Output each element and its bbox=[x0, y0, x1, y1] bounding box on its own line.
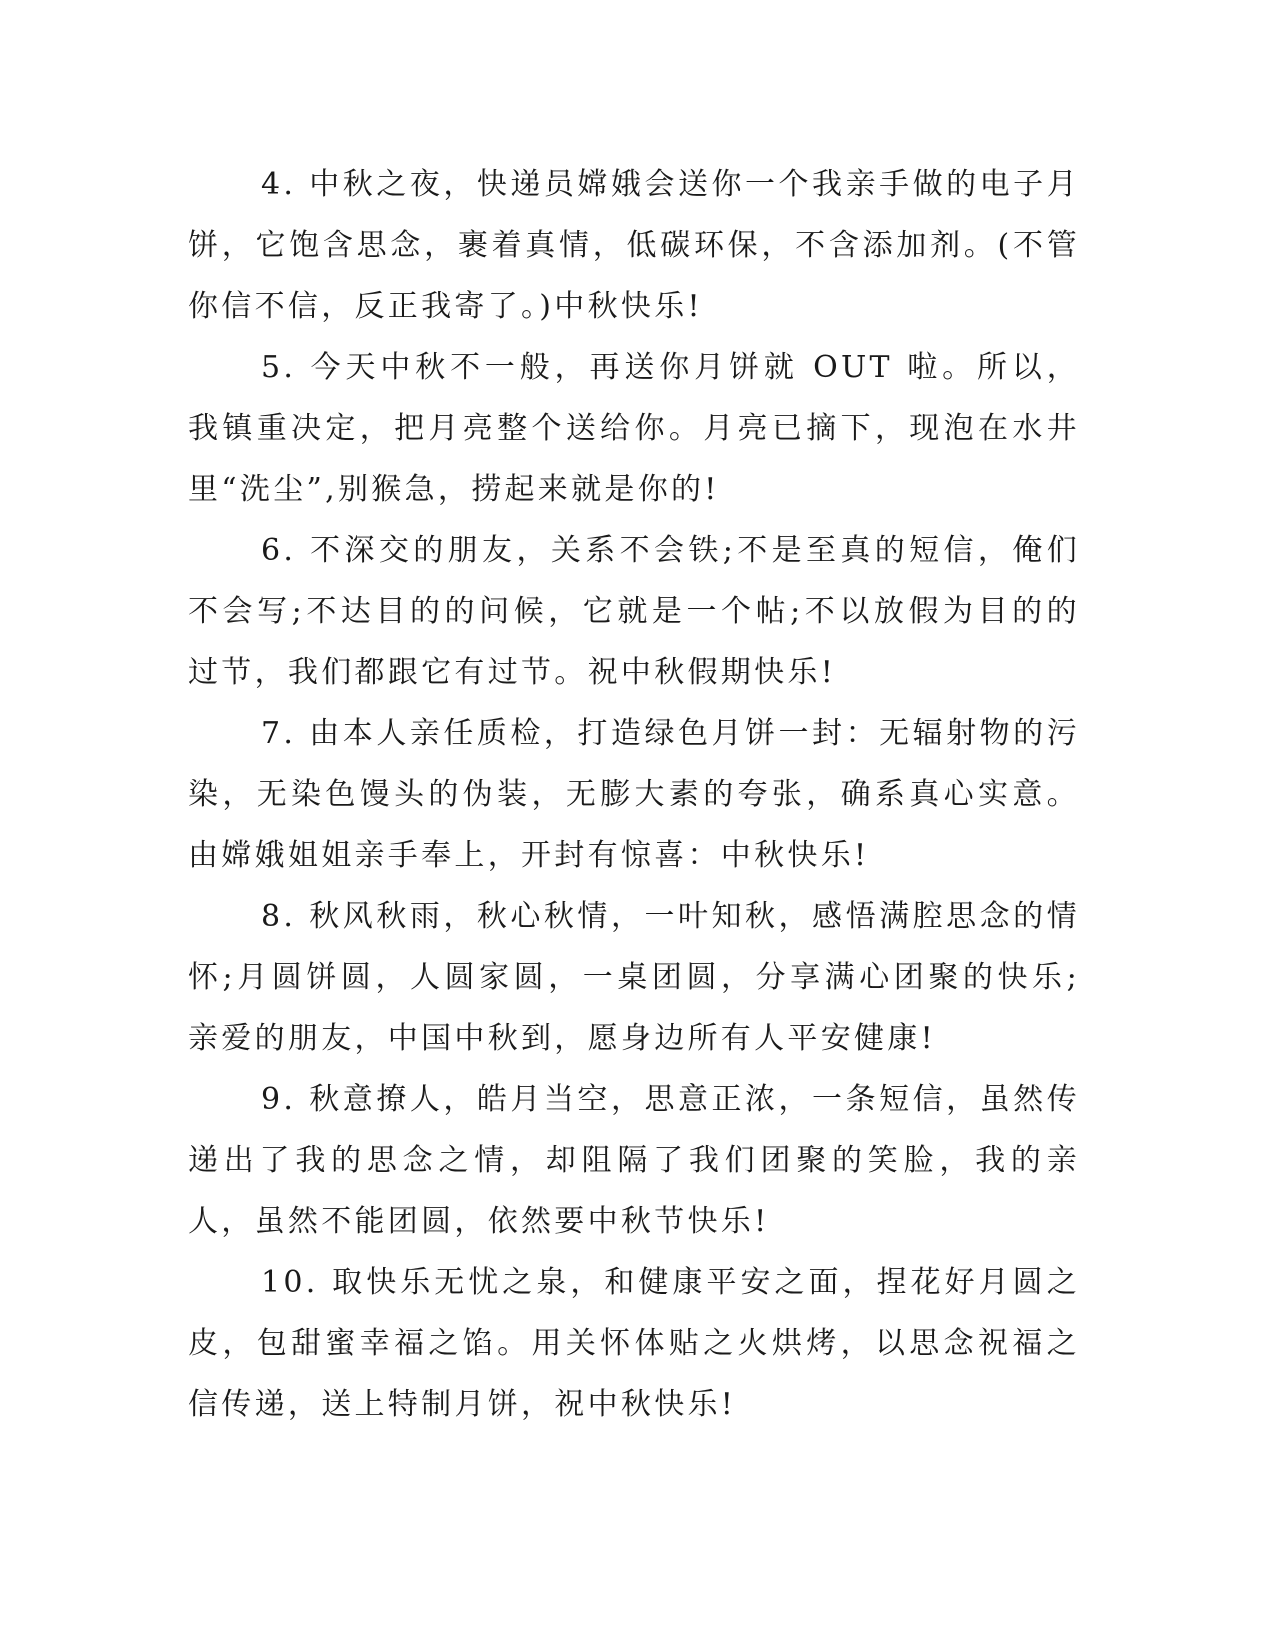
paragraph-9: 9. 秋意撩人，皓月当空，思意正浓，一条短信，虽然传递出了我的思念之情，却阻隔了我们团聚的笑脸，我的亲人，虽然不能团圆，依然要中秋节快乐! bbox=[188, 1082, 1080, 1239]
paragraph-4: 4. 中秋之夜，快递员嫦娥会送你一个我亲手做的电子月饼，它饱含思念，裹着真情，低碳环保，不含添加剂。(不管你信不信，反正我寄了。)中秋快乐! bbox=[188, 167, 1080, 324]
paragraph-6: 6. 不深交的朋友，关系不会铁;不是至真的短信，俺们不会写;不达目的的问候，它就是一个帖;不以放假为目的的过节，我们都跟它有过节。祝中秋假期快乐! bbox=[188, 533, 1080, 690]
paragraph-8: 8. 秋风秋雨，秋心秋情，一叶知秋，感悟满腔思念的情怀;月圆饼圆，人圆家圆，一桌团圆，分享满心团聚的快乐;亲爱的朋友，中国中秋到，愿身边所有人平安健康! bbox=[188, 899, 1080, 1056]
paragraph-5: 5. 今天中秋不一般，再送你月饼就 OUT 啦。所以，我镇重决定，把月亮整个送给你。月亮已摘下，现泡在水井里“洗尘”,别猴急，捞起来就是你的! bbox=[188, 350, 1080, 507]
paragraph-7: 7. 由本人亲任质检，打造绿色月饼一封：无辐射物的污染，无染色馒头的伪装，无膨大素的夸张，确系真心实意。由嫦娥姐姐亲手奉上，开封有惊喜：中秋快乐! bbox=[188, 716, 1080, 873]
paragraph-10: 10. 取快乐无忧之泉，和健康平安之面，捏花好月圆之皮，包甜蜜幸福之馅。用关怀体贴之火烘烤，以思念祝福之信传递，送上特制月饼，祝中秋快乐! bbox=[188, 1265, 1080, 1422]
document-body bbox=[188, 154, 1080, 1435]
